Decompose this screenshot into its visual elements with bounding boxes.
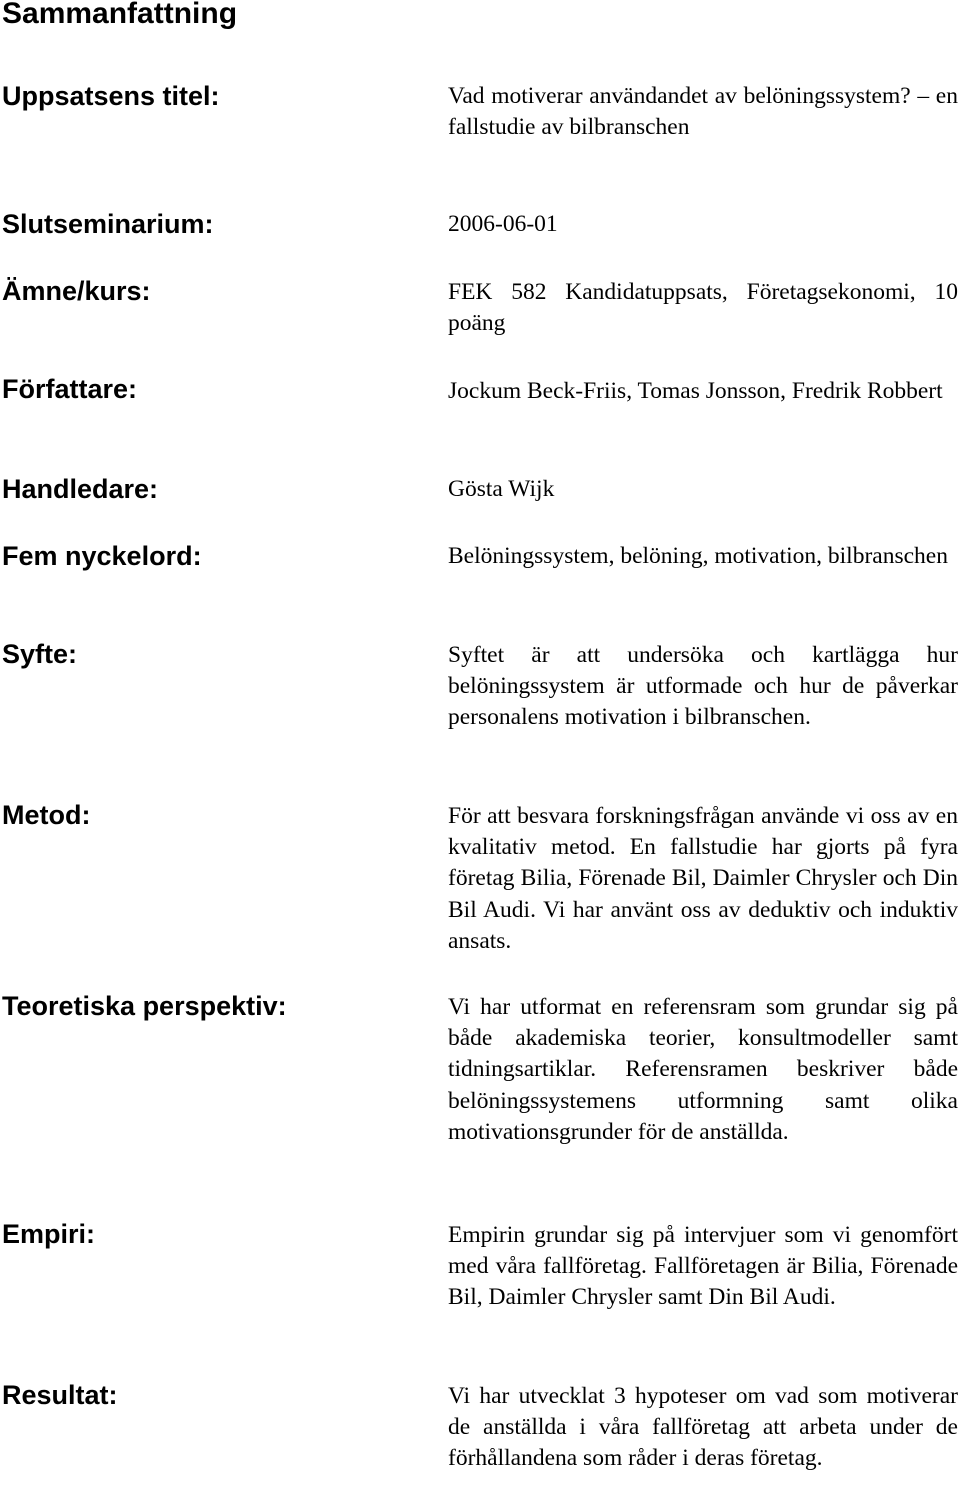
field-value-amne-kurs: FEK 582 Kandidatuppsats, Företagsekonomi, 10 poäng xyxy=(448,279,958,337)
field-label-metod: Metod: xyxy=(2,800,91,830)
field-label-teoretiska-perspektiv: Teoretiska perspektiv: xyxy=(2,991,287,1021)
field-label-uppsatsens-titel: Uppsatsens titel: xyxy=(2,81,220,111)
field-value-resultat: Vi har utvecklat 3 hypoteser om vad som motiverar de anställda i våra fallföretag att arbeta under de förhållandena som råder i deras företag. xyxy=(448,1383,958,1472)
field-label-amne-kurs: Ämne/kurs: xyxy=(2,276,151,306)
field-value-uppsatsens-titel: Vad motiverar användandet av belöningssystem? – en fallstudie av bilbranschen xyxy=(448,83,958,141)
field-value-fem-nyckelord: Belöningssystem, belöning, motivation, bilbranschen xyxy=(448,543,948,569)
field-value-slutseminarium: 2006-06-01 xyxy=(448,211,558,237)
field-label-handledare: Handledare: xyxy=(2,474,159,504)
field-label-resultat: Resultat: xyxy=(2,1380,118,1410)
field-value-syfte: Syftet är att undersöka och kartlägga hur belöningssystem är utformade och hur de påverkar personalens motivation i bilbranschen. xyxy=(448,642,958,731)
field-value-metod: För att besvara forskningsfrågan använde vi oss av en kvalitativ metod. En fallstudie har gjorts på fyra företag Bilia, Förenade Bil, Daimler Chrysler och Din Bil Audi. Vi har använt oss av deduktiv och induktiv ansats. xyxy=(448,803,958,954)
field-value-handledare: Gösta Wijk xyxy=(448,476,555,502)
field-label-empiri: Empiri: xyxy=(2,1219,96,1249)
field-value-forfattare: Jockum Beck-Friis, Tomas Jonsson, Fredrik Robbert xyxy=(448,378,943,404)
field-label-forfattare: Författare: xyxy=(2,374,138,404)
page-title: Sammanfattning xyxy=(2,0,238,30)
field-label-slutseminarium: Slutseminarium: xyxy=(2,209,214,239)
field-label-fem-nyckelord: Fem nyckelord: xyxy=(2,541,202,571)
field-label-syfte: Syfte: xyxy=(2,639,78,669)
field-value-empiri: Empirin grundar sig på intervjuer som vi genomfört med våra fallföretag. Fallföretagen är Bilia, Förenade Bil, Daimler Chrysler samt Din Bil Audi. xyxy=(448,1222,958,1311)
field-value-teoretiska-perspektiv: Vi har utformat en referensram som grundar sig på både akademiska teorier, konsultmodeller samt tidningsartiklar. Referensramen beskriver både belöningssystemens utformning samt olika motivationsgrunder för de anställda. xyxy=(448,994,958,1145)
